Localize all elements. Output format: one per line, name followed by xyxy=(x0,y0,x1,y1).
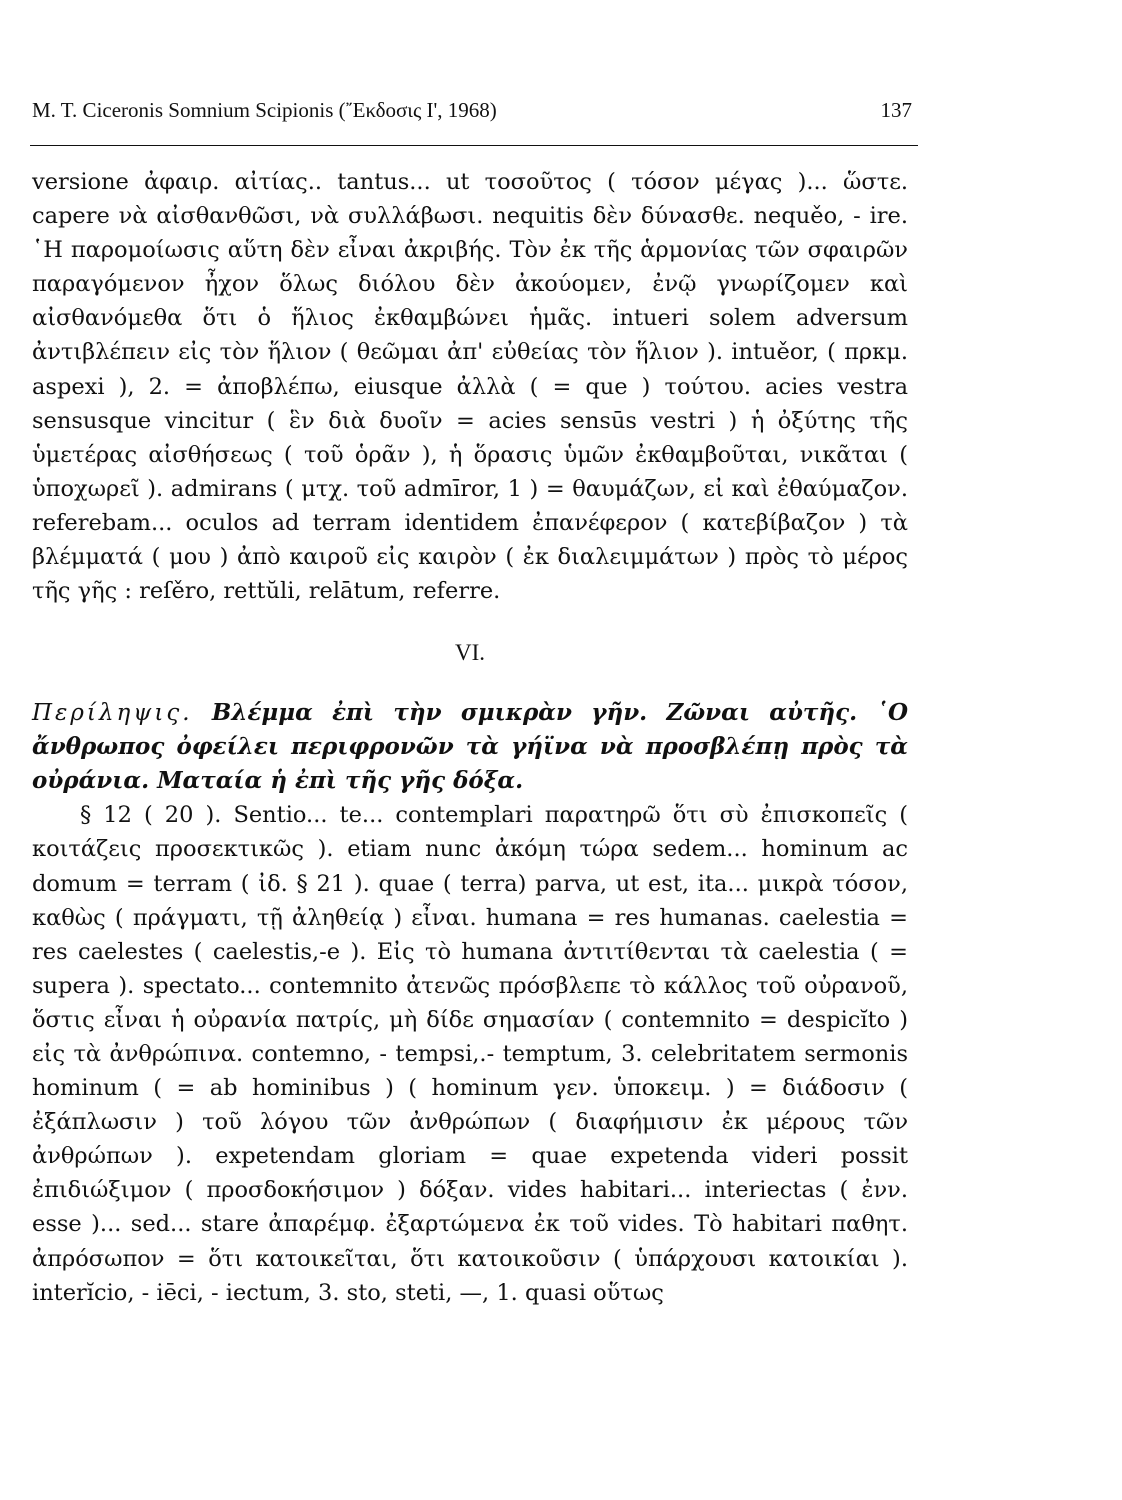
section-heading: VI. xyxy=(454,640,486,666)
edition-note: (῎Εκδοσις Ι', 1968) xyxy=(338,98,497,122)
commentary-paragraph-top: versione ἀφαιρ. αἰτίας.. tantus... ut τοσοῦτος ( τόσον μέγας )... ὥστε. capere νὰ αἰσθανθῶσι, νὰ συλλάβωσι. nequitis δὲν δύνασθε. nequěo, - ire. ῾Η παρομοίωσις αὕτη δὲν εἶναι ἀκριβής. Τὸν ἐκ τῆς ἁρμονίας τῶν σφαιρῶν παραγόμενον ἦχον ὅλως διόλου δὲν ἀκούομεν, ἐνῷ γνωρίζομεν καὶ αἰσθανόμεθα ὅτι ὁ ἥλιος ἐκθαμβώνει ἡμᾶς. intueri solem adversum ἀντιβλέπειν εἰς τὸν ἥλιον ( θεῶμαι ἀπ' εὐθείας τὸν ἥλιον ). intuěor, ( πρκμ. aspexi ), 2. = ἀποβλέπω, eiusque ἀλλὰ ( = que ) τούτου. acies vestra sensusque vincitur ( ἓν διὰ δυοῖν = acies sensūs vestri ) ἡ ὀξύτης τῆς ὑμετέρας αἰσθήσεως ( τοῦ ὁρᾶν ), ἡ ὅρασις ὑμῶν ἐκθαμβοῦται, νικᾶται ( ὑποχωρεῖ ). admirans ( μτχ. τοῦ admīror, 1 ) = θαυμάζων, εἰ καὶ ἐθαύμαζον. referebam... oculos ad terram identidem ἐπανέφερον ( κατεβίβαζον ) τὰ βλέμματά ( μου ) ἀπὸ καιροῦ εἰς καιρὸν ( ἐκ διαλειμμάτων ) πρὸς τὸ μέρος τῆς γῆς : reſěro, rettŭli, relātum, referre. xyxy=(32,169,908,605)
header-title-group xyxy=(32,98,497,123)
page-body xyxy=(32,165,908,1310)
summary-lead: Περίληψις. xyxy=(32,700,193,727)
running-title: M. T. Ciceronis Somnium Scipionis xyxy=(32,98,334,122)
header-rule xyxy=(30,145,918,146)
page-number: 137 xyxy=(880,98,912,122)
summary-text: Βλέμμα ἐπὶ τὴν σμικρὰν γῆν. Ζῶναι αὐτῆς. ῾Ο ἄνθρωπος ὀφείλει περιφρονῶν τὰ γήϊνα νὰ προσβλέπῃ πρὸς τὰ οὐράνια. Ματαία ἡ ἐπὶ τῆς γῆς δόξα. xyxy=(32,699,908,795)
running-header xyxy=(32,98,912,123)
section-summary xyxy=(32,696,908,798)
commentary-paragraph-bottom: § 12 ( 20 ). Sentio... te... contemplari παρατηρῶ ὅτι σὺ ἐπισκοπεῖς ( κοιτάζεις προσεκτικῶς ). etiam nunc ἀκόμη τώρα sedem... hominum ac domum = terram ( ἰδ. § 21 ). quae ( terra) parva, ut est, ita... μικρὰ τόσον, καθὼς ( πράγματι, τῇ ἀληθείᾳ ) εἶναι. humana = res humanas. caelestia = res caelestes ( caelestis,-e ). Εἰς τὸ humana ἀντιτίθενται τὰ caelestia ( = supera ). spectato... contemnito ἀτενῶς πρόσβλεπε τὸ κάλλος τοῦ οὐρανοῦ, ὅστις εἶναι ἡ οὐρανία πατρίς, μὴ δίδε σημασίαν ( contemnito = despicĭto ) εἰς τὰ ἀνθρώπινα. contemno, - tempsi,.- temptum, 3. celebritatem sermonis hominum ( = ab hominibus ) ( hominum γεν. ὑποκειμ. ) = διάδοσιν ( ἐξάπλωσιν ) τοῦ λόγου τῶν ἀνθρώπων ( διαφήμισιν ἐκ μέρους τῶν ἀνθρώπων ). expetendam gloriam = quae expetenda videri possit ἐπιδιώξιμον ( προσδοκήσιμον ) δόξαν. vides habitari... interiectas ( ἐνν. esse )... sed... stare ἀπαρέμφ. ἐξαρτώμενα ἐκ τοῦ vides. Τὸ habitari παθητ. ἀπρόσωπον = ὅτι κατοικεῖται, ὅτι κατοικοῦσιν ( ὑπάρχουσι κατοικίαι ). interĭcio, - iēci, - iectum, 3. sto, steti, —, 1. quasi οὕτως xyxy=(32,802,908,1306)
